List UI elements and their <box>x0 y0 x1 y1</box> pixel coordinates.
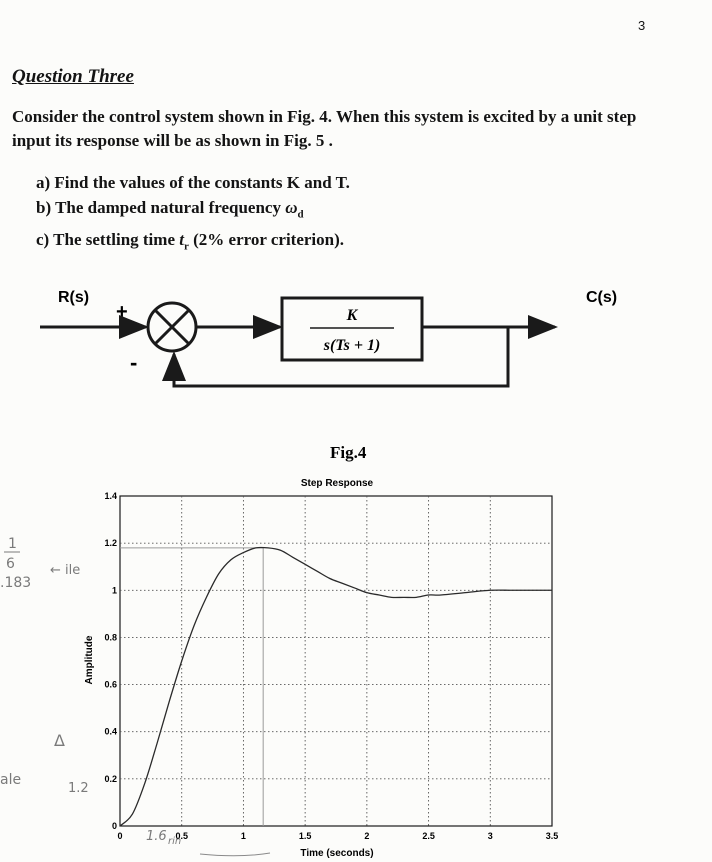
block-diagram <box>0 270 712 470</box>
part-b <box>36 195 350 227</box>
part-b-subscript: d <box>297 208 304 221</box>
chart-title: Step Response <box>300 478 374 489</box>
part-a <box>36 170 350 195</box>
hand-decimal: .183 <box>0 575 32 591</box>
hand-under-05-suffix: rin <box>168 836 182 847</box>
input-label-rs: R(s) <box>58 289 90 306</box>
summing-junction-icon <box>148 303 196 351</box>
question-intro: Consider the control system shown in Fig. 4. When this system is excited by a unit step input its response will be as shown in Fig. 5 . <box>12 107 637 150</box>
question-parts-list <box>36 170 350 260</box>
part-c-tail: (2% error criterion). <box>193 230 345 250</box>
part-a-label: a) <box>36 173 51 192</box>
hand-fraction-numerator: 1 <box>8 536 17 552</box>
hand-underline-stroke <box>200 853 270 856</box>
y-tick-label: 0.6 <box>104 679 117 690</box>
plot-area <box>120 496 552 826</box>
y-tick-label: 0.4 <box>104 726 117 737</box>
y-tick-label: 1.2 <box>104 538 117 549</box>
hand-arrow-note: ← ile <box>50 563 81 578</box>
x-tick-label: 3.5 <box>545 831 559 841</box>
part-c-symbol: t <box>179 230 184 250</box>
y-tick-label: 1 <box>111 585 117 596</box>
x-tick-label: 1 <box>240 831 246 841</box>
step-response-line <box>120 547 552 826</box>
hand-1-2: 1.2 <box>68 781 89 796</box>
tf-denominator: s(Ts + 1) <box>323 337 381 354</box>
feedback-path <box>174 327 508 386</box>
part-b-text: The damped natural frequency <box>55 198 281 217</box>
x-tick-label: 3 <box>487 831 493 841</box>
y-tick-label: 0 <box>111 821 117 831</box>
x-tick-label: 2.5 <box>422 831 435 841</box>
output-label-cs: C(s) <box>586 289 618 306</box>
hand-side-word: ale <box>0 772 22 788</box>
part-b-label: b) <box>36 198 52 217</box>
fig4-caption: Fig.4 <box>330 443 367 462</box>
y-tick-label: 0.2 <box>104 773 117 784</box>
chart-x-axis-label: Time (seconds) <box>300 848 374 859</box>
part-c-subscript: r <box>183 240 189 253</box>
chart-y-axis-label: Amplitude <box>84 635 95 685</box>
step-response-chart <box>0 470 712 862</box>
x-tick-label: 0 <box>117 831 123 841</box>
part-c <box>36 227 350 259</box>
tf-numerator: K <box>346 307 358 324</box>
hand-delta: Δ <box>54 731 65 750</box>
part-c-text: The settling time <box>53 230 175 250</box>
part-a-text: Find the values of the constants K and T. <box>54 173 350 192</box>
minus-sign: - <box>130 350 138 375</box>
page-number: 3 <box>638 18 646 33</box>
peak-marker <box>120 548 263 826</box>
chart-grid <box>120 496 552 826</box>
y-tick-label: 1.4 <box>104 491 117 501</box>
part-b-symbol: ω <box>285 198 298 217</box>
question-title: Question Three <box>12 66 134 87</box>
hand-under-05: 1.6 <box>146 829 167 844</box>
x-tick-label: 1.5 <box>298 831 312 841</box>
x-tick-label: 0.5 <box>175 831 188 841</box>
hand-fraction-denominator: 6 <box>6 556 15 572</box>
plus-sign: + <box>116 301 128 323</box>
part-c-label: c) <box>36 230 50 250</box>
y-tick-label: 0.8 <box>104 632 117 643</box>
x-tick-label: 2 <box>364 831 370 841</box>
